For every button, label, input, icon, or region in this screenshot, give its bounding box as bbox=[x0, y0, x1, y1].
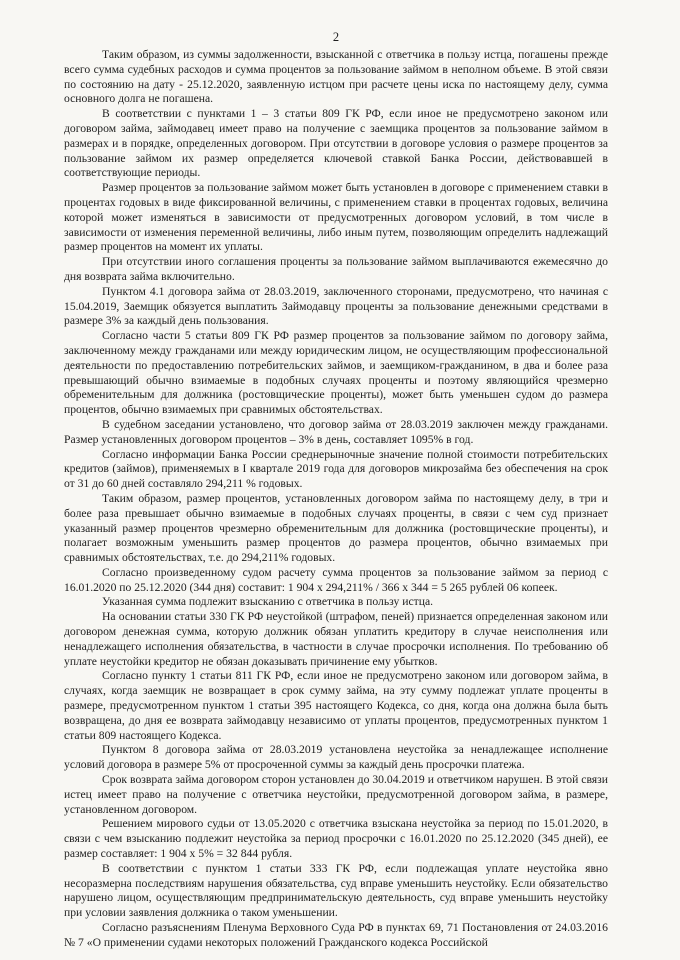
page-number: 2 bbox=[332, 30, 340, 44]
paragraph: Согласно части 5 статьи 809 ГК РФ размер процентов за пользование займом по договору займа, заключенному между гражданами или между юридическим лицом, не осуществляющим профессиональной деятельности по предоставлению потребительских займов, и заемщиком-гражданином, в два и более раза превышающий обычно взимаемые в подобных случаях проценты и поэтому являющийся чрезмерно обременительным для должника (ростовщические проценты), может быть уменьшен судом до размера процентов, обычно взимаемых при сравнимых обстоятельствах. bbox=[64, 329, 608, 417]
paragraph: При отсутствии иного соглашения проценты за пользование займом выплачиваются ежемесячно до дня возврата займа включительно. bbox=[64, 255, 608, 283]
paragraph: Указанная сумма подлежит взысканию с ответчика в пользу истца. bbox=[102, 595, 434, 609]
paragraph: Таким образом, из суммы задолженности, взысканной с ответчика в пользу истца, погашены прежде всего сумма судебных расходов и сумма процентов за пользование займом в неполном объеме. В этой связи по состоянию на дату - 25.12.2020, заявленную истцом при расчете цены иска по настоящему делу, сумма основного долга не погашена. bbox=[64, 48, 608, 106]
paragraph: На основании статьи 330 ГК РФ неустойкой (штрафом, пеней) признается определенная законом или договором денежная сумма, которую должник обязан уплатить кредитору в случае неисполнения или ненадлежащего исполнения обязательства, в частности в случае просрочки исполнения. По требованию об уплате неустойки кредитор не обязан доказывать причинение ему убытков. bbox=[64, 610, 608, 668]
paragraph: Решением мирового судьи от 13.05.2020 с ответчика взыскана неустойка за период по 15.01.2020, в связи с чем взысканию подлежит неустойка за период просрочки с 16.01.2020 по 25.12.2020 (345 дней), ее размер составляет: 1 904 х 5% = 32 844 рубля. bbox=[64, 817, 608, 861]
paragraph: Срок возврата займа договором сторон установлен до 30.04.2019 и ответчиком нарушен. В этой связи истец имеет право на получение с ответчика неустойки, предусмотренной договором займа, в размере, установленном договором. bbox=[64, 773, 608, 816]
paragraph: Пунктом 4.1 договора займа от 28.03.2019, заключенного сторонами, предусмотрено, что начиная с 15.04.2019, Заемщик обязуется выплатить Займодавцу проценты за пользование денежными средствами в размере 3% за каждый день пользования. bbox=[64, 284, 608, 328]
paragraph: В судебном заседании установлено, что договор займа от 28.03.2019 заключен между гражданами. Размер установленных договором процентов – 3% в день, составляет 1095% в год. bbox=[64, 417, 608, 446]
paragraph: Пунктом 8 договора займа от 28.03.2019 установлена неустойка за ненадлежащее исполнение условий договора в размере 5% от просроченной суммы за каждый день просрочки платежа. bbox=[64, 743, 608, 772]
paragraph: Согласно разъяснениям Пленума Верховного Суда РФ в пунктах 69, 71 Постановления от 24.03.2016 № 7 «О применении судами некоторых положений Гражданского кодекса Российской bbox=[64, 921, 608, 949]
paragraph: Размер процентов за пользование займом может быть установлен в договоре с применением ставки в процентах годовых в виде фиксированной величины, с применением ставки в процентах годовых, величина которой может изменяться в зависимости от предусмотренных договором условий, в том числе в зависимости от изменения переменной величины, либо иным путем, позволяющим определить надлежащий размер процентов на момент их уплаты. bbox=[64, 181, 608, 254]
paragraph: Согласно информации Банка России среднерыночные значение полной стоимости потребительских кредитов (займов), применяемых в I квартале 2019 года для договоров микрозайма без обеспечения на срок от 31 до 60 дней составляло 294,211 % годовых. bbox=[64, 447, 608, 491]
paragraph: Согласно пункту 1 статьи 811 ГК РФ, если иное не предусмотрено законом или договором займа, в случаях, когда заемщик не возвращает в срок сумму займа, на эту сумму подлежат уплате проценты в размере, предусмотренном пунктом 1 статьи 395 настоящего Кодекса, со дня, когда она должна была быть возвращена, до дня ее возврата займодавцу независимо от уплаты процентов, предусмотренных пунктом 1 статьи 809 настоящего Кодекса. bbox=[64, 669, 608, 742]
paragraph: В соответствии с пунктами 1 – 3 статьи 809 ГК РФ, если иное не предусмотрено законом или договором займа, займодавец имеет право на получение с заемщика процентов за пользование займом в размерах и в порядке, определенных договором. При отсутствии в договоре условия о размере процентов за пользование займом их размер определяется ключевой ставкой Банка России, действовавшей в соответствующие периоды. bbox=[64, 107, 608, 180]
paragraph: Таким образом, размер процентов, установленных договором займа по настоящему делу, в три и более раза превышает обычно взимаемые в подобных случаях проценты, в связи с чем суд признает указанный размер процентов чрезмерно обременительным для должника (ростовщические проценты), и полагает возможным уменьшить размер процентов до размера процентов, обычно взимаемых при сравнимых обстоятельствах, т.е. до 294,211% годовых. bbox=[64, 491, 608, 565]
paragraph: В соответствии с пунктом 1 статьи 333 ГК РФ, если подлежащая уплате неустойка явно несоразмерна последствиям нарушения обязательства, суд вправе уменьшить неустойку. Если обязательство нарушено лицом, осуществляющим предпринимательскую деятельность, суд вправе уменьшить неустойку при условии заявления должника о таком уменьшении. bbox=[64, 861, 608, 920]
paragraph: Согласно произведенному судом расчету сумма процентов за пользование займом за период с 16.01.2020 по 25.12.2020 (344 дня) составит: 1 904 х 294,211% / 366 х 344 = 5 265 рублей 06 копеек. bbox=[64, 565, 608, 594]
document-body bbox=[64, 48, 608, 951]
